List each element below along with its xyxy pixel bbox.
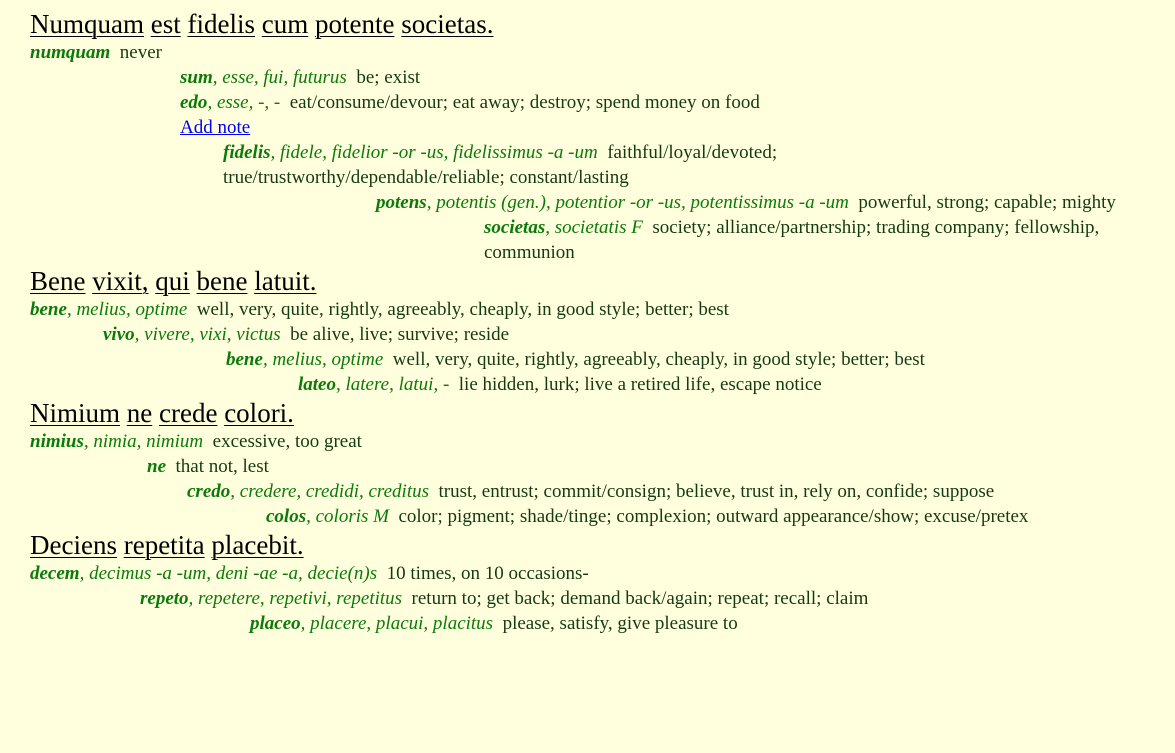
sentence-block (30, 265, 1175, 397)
dictionary-entry (266, 504, 1086, 529)
entry-lemma: potens (376, 192, 427, 213)
entry-forms: , placere, placui, placitus (300, 613, 494, 634)
sentence-word: societas. (401, 9, 494, 39)
entry-forms: , decimus -a -um, deni -ae -a, decie(n)s (79, 563, 378, 584)
entry-lemma: placeo (250, 613, 301, 634)
entry-forms: , latere, latui, - (336, 374, 450, 395)
sentence-word: vixit, (92, 266, 149, 296)
entry-definition: faithful/loyal/devoted; true/trustworthy/dependable/reliable; constant/lasting (223, 142, 778, 188)
sentence-word: crede (159, 398, 218, 428)
sentence-block (30, 8, 1175, 265)
entry-lemma: repeto (140, 588, 189, 609)
entry-definition: society; alliance/partnership; trading company; fellowship, communion (484, 217, 1100, 263)
sentence-word: potente (315, 9, 395, 39)
entry-definition: lie hidden, lurk; live a retired life, escape notice (458, 374, 822, 395)
dictionary-entry (180, 65, 1175, 90)
sentence-word: placebit. (211, 530, 304, 560)
entry-forms: , coloris M (306, 506, 389, 527)
entry-forms: , melius, optime (262, 349, 384, 370)
sentence-word: ne (126, 398, 153, 428)
entry-lemma: edo (180, 92, 208, 113)
entry-definition: eat/consume/devour; eat away; destroy; spend money on food (289, 92, 760, 113)
entry-forms: , fidele, fidelior -or -us, fidelissimus -a -um (270, 142, 598, 163)
sentence-block (30, 529, 1175, 636)
add-note-link[interactable]: Add note (180, 117, 251, 138)
entry-lemma: ne (147, 456, 166, 477)
latin-sentence (30, 397, 1175, 429)
dictionary-entry (223, 140, 943, 190)
entry-definition: please, satisfy, give pleasure to (502, 613, 738, 634)
entry-lemma: fidelis (223, 142, 271, 163)
sentence-word: Deciens (30, 530, 117, 560)
entry-definition: well, very, quite, rightly, agreeably, cheaply, in good style; better; best (196, 299, 729, 320)
sentence-word: qui (155, 266, 190, 296)
entry-lemma: vivo (103, 324, 135, 345)
dictionary-entry (30, 40, 1175, 65)
entry-definition: powerful, strong; capable; mighty (858, 192, 1116, 213)
entry-definition: return to; get back; demand back/again; repeat; recall; claim (411, 588, 869, 609)
dictionary-entry (376, 190, 1156, 215)
dictionary-entry (30, 561, 1175, 586)
dictionary-entry (226, 347, 1175, 372)
dictionary-entry (30, 429, 1175, 454)
entry-lemma: nimius (30, 431, 84, 452)
dictionary-entry (180, 90, 1175, 115)
entry-lemma: colos (266, 506, 307, 527)
entry-lemma: bene (30, 299, 67, 320)
sentence-word: bene (196, 266, 248, 296)
dictionary-entry (250, 611, 1175, 636)
entry-lemma: bene (226, 349, 263, 370)
entry-definition: trust, entrust; commit/consign; believe, trust in, rely on, confide; suppose (438, 481, 995, 502)
entry-forms: , melius, optime (66, 299, 188, 320)
add-note-row (180, 115, 1175, 140)
dictionary-entry (484, 215, 1164, 265)
latin-sentence (30, 8, 1175, 40)
entry-forms: , societatis F (545, 217, 643, 238)
entry-definition: be; exist (356, 67, 421, 88)
sentence-word: fidelis (187, 9, 255, 39)
sentence-word: est (150, 9, 181, 39)
entry-lemma: sum (180, 67, 213, 88)
sentence-word: repetita (123, 530, 205, 560)
dictionary-entry (30, 297, 1175, 322)
entry-forms: , repetere, repetivi, repetitus (188, 588, 403, 609)
entry-lemma: decem (30, 563, 80, 584)
entry-lemma: lateo (298, 374, 336, 395)
entry-forms: , esse, -, - (207, 92, 281, 113)
dictionary-entry (298, 372, 1175, 397)
entry-definition: never (119, 42, 162, 63)
entry-forms: , potentis (gen.), potentior -or -us, potentissimus -a -um (426, 192, 849, 213)
sentence-word: Numquam (30, 9, 144, 39)
latin-sentence (30, 529, 1175, 561)
entry-lemma: societas (484, 217, 546, 238)
entry-definition: color; pigment; shade/tinge; complexion; outward appearance/show; excuse/pretex (398, 506, 1029, 527)
entry-forms: , credere, credidi, creditus (230, 481, 429, 502)
sentence-word: cum (261, 9, 309, 39)
dictionary-entry (103, 322, 1175, 347)
latin-sentence (30, 265, 1175, 297)
sentence-word: Bene (30, 266, 86, 296)
sentence-word: Nimium (30, 398, 121, 428)
dictionary-entry (187, 479, 1127, 504)
entry-forms: , esse, fui, futurus (212, 67, 347, 88)
sentence-word: latuit. (254, 266, 317, 296)
entry-forms: , vivere, vixi, victus (134, 324, 281, 345)
entry-definition: well, very, quite, rightly, agreeably, cheaply, in good style; better; best (392, 349, 925, 370)
entry-forms: , nimia, nimium (83, 431, 204, 452)
entry-lemma: credo (187, 481, 231, 502)
entry-lemma: numquam (30, 42, 111, 63)
entry-definition: 10 times, on 10 occasions- (386, 563, 589, 584)
dictionary-entry (147, 454, 1175, 479)
sentence-block (30, 397, 1175, 529)
entry-definition: that not, lest (175, 456, 269, 477)
entry-definition: excessive, too great (212, 431, 362, 452)
dictionary-entry (140, 586, 1175, 611)
entry-definition: be alive, live; survive; reside (290, 324, 510, 345)
sentence-word: colori. (224, 398, 294, 428)
